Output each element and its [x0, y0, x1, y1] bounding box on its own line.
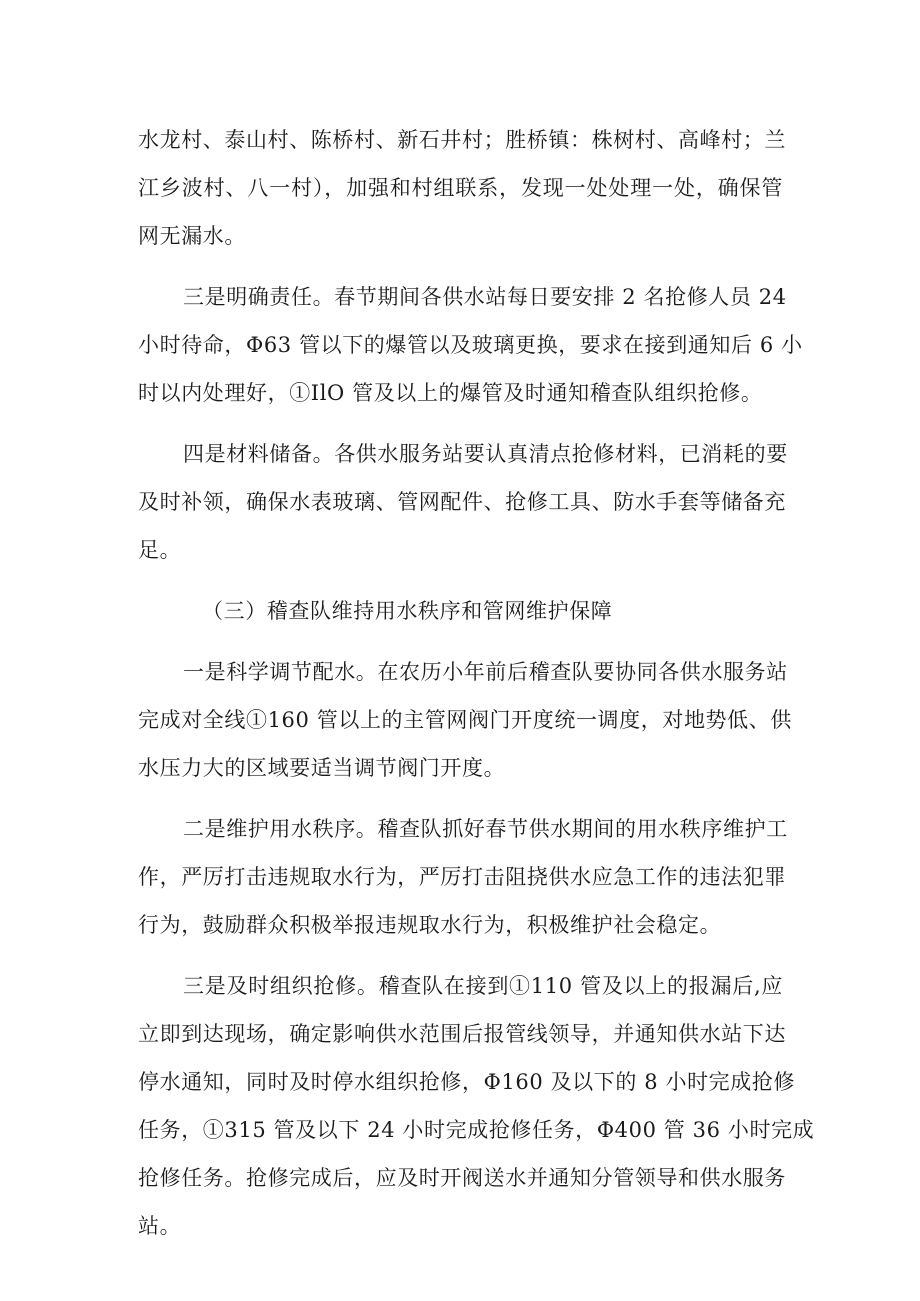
text-line: 停水通知，同时及时停水组织抢修，Φ160 及以下的 8 小时完成抢修: [138, 1070, 796, 1094]
text-line: 站。: [138, 1214, 182, 1238]
paragraph-responsibility: [138, 273, 803, 417]
paragraph-repair-organization: [138, 962, 815, 1250]
section-heading: [138, 587, 783, 635]
text-line: 江乡波村、八一村），加强和村组联系，发现一处处理一处，确保管: [138, 176, 783, 200]
document-page: [138, 116, 815, 1250]
paragraph-material-reserve: [138, 430, 788, 574]
paragraph-continuation-villages: [138, 116, 786, 260]
text-line: 行为，鼓励群众积极举报违规取水行为，积极维护社会稳定。: [138, 913, 722, 937]
text-line: 水压力大的区域要适当调节阀门开度。: [138, 756, 506, 780]
text-line: 小时待命，Φ63 管以下的爆管以及玻璃更换，要求在接到通知后 6 小: [138, 333, 803, 357]
text-line: 二是维护用水秩序。稽查队抓好春节供水期间的用水秩序维护工: [183, 817, 788, 841]
paragraph-water-distribution: [138, 648, 792, 792]
text-line: 及时补领，确保水表玻璃、管网配件、抢修工具、防水手套等储备充: [138, 490, 786, 514]
text-line: 立即到达现场，确定影响供水范围后报管线领导，并通知供水站下达: [138, 1022, 786, 1046]
paragraph-water-order: [138, 805, 788, 949]
section-title: （三）稽查队维持用水秩序和管网维护保障: [202, 599, 613, 623]
text-line: 四是材料储备。各供水服务站要认真清点抢修材料，已消耗的要: [183, 442, 788, 466]
text-line: 网无漏水。: [138, 224, 246, 248]
text-line: 三是及时组织抢修。稽查队在接到①110 管及以上的报漏后,应: [183, 974, 783, 998]
text-line: 足。: [138, 538, 182, 562]
text-line: 作，严厉打击违规取水行为，严厉打击阻挠供水应急工作的违法犯罪: [138, 865, 786, 889]
text-line: 完成对全线①160 管以上的主管网阀门开度统一调度，对地势低、供: [138, 708, 792, 732]
text-line: 时以内处理好，①IlO 管及以上的爆管及时通知稽查队组织抢修。: [138, 381, 763, 405]
text-line: 一是科学调节配水。在农历小年前后稽查队要协同各供水服务站: [183, 660, 788, 684]
text-line: 三是明确责任。春节期间各供水站每日要安排 2 名抢修人员 24: [183, 285, 787, 309]
text-line: 任务，①315 管及以下 24 小时完成抢修任务，Φ400 管 36 小时完成: [138, 1118, 815, 1142]
text-line: 抢修任务。抢修完成后，应及时开阀送水并通知分管领导和供水服务: [138, 1166, 786, 1190]
text-line: 水龙村、泰山村、陈桥村、新石井村；胜桥镇：株树村、高峰村；兰: [138, 128, 786, 152]
